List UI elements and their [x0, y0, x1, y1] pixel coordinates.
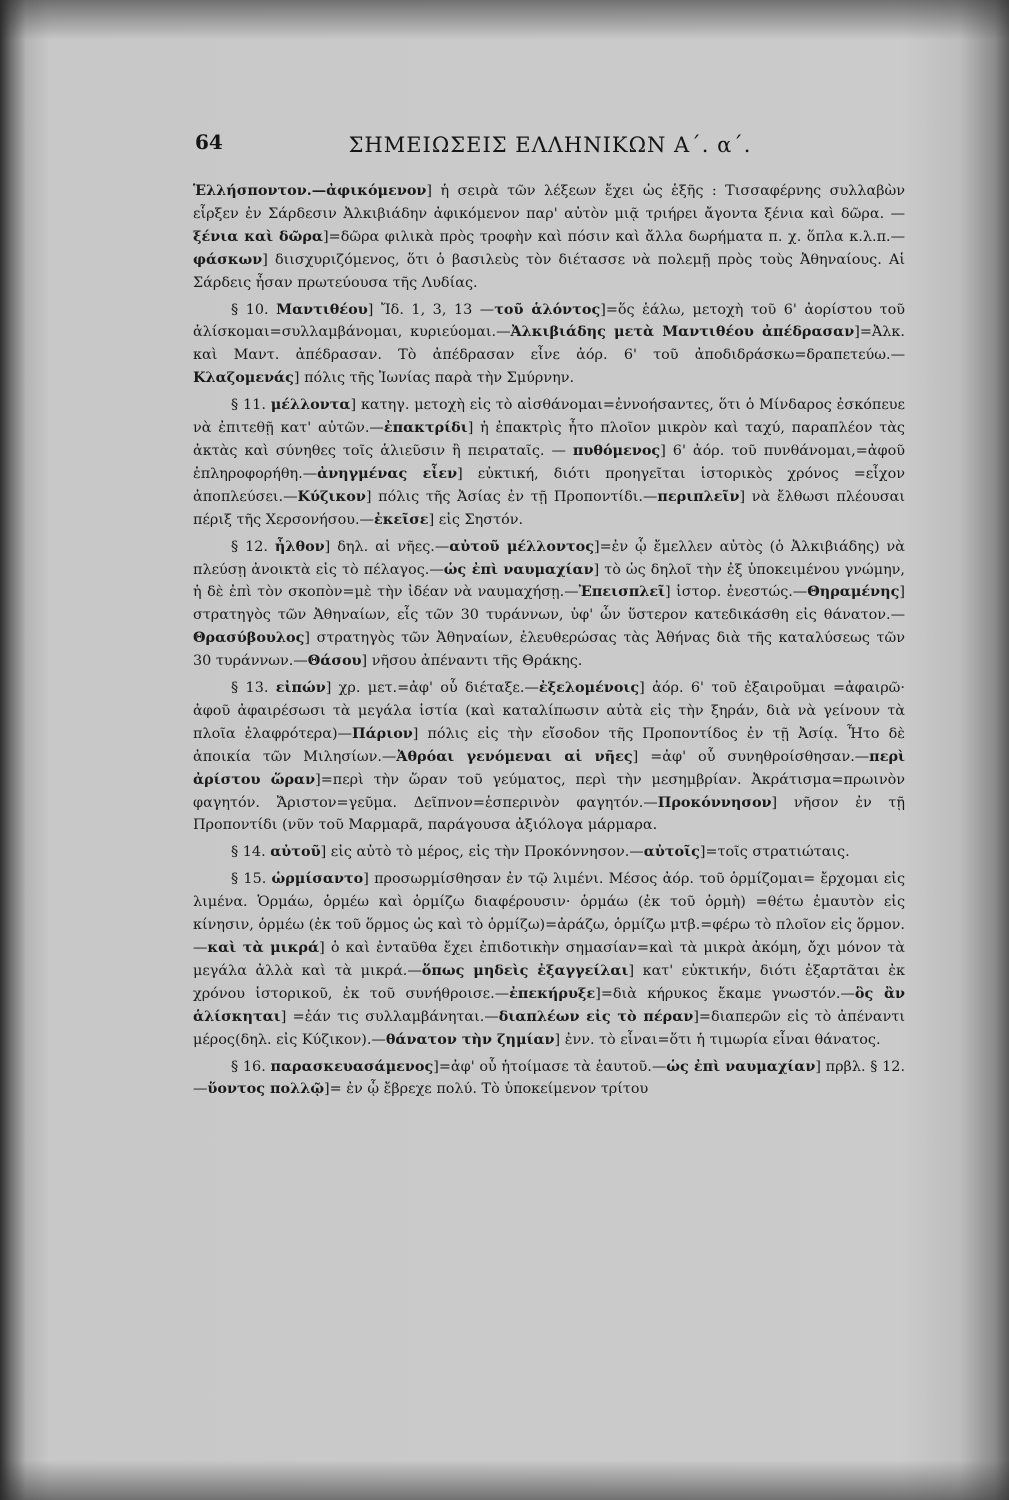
- lemma: ἦλθον: [274, 537, 325, 555]
- commentary-text: ]=ὅς ἑάλω, μετοχὴ τοῦ 6' ἀορίστου τοῦ ἁλίσκομαι=συλλαμβάνομαι, κυριεύομαι.—: [193, 301, 905, 341]
- commentary-text: ] πόλις εἰς τὴν εἴσοδον τῆς Προποντίδος ἐν τῇ Ἀσίᾳ. Ἦτο δὲ ἀποικία τῶν Μιλησίων.—: [193, 725, 905, 765]
- running-title: ΣΗΜΕΙΩΣΕΙΣ ΕΛΛΗΝΙΚΩΝ Α΄. α΄.: [348, 133, 752, 157]
- commentary-text: ] τὸ ὡς δηλοῖ τὴν ἐξ ὑποκειμένου γνώμην, ἡ δὲ ἐπὶ τὸν σκοπὸν=μὲ τὴν ἰδέαν νὰ ναυμαχήσῃ.—: [193, 561, 906, 601]
- lemma: ὡς ἐπὶ ναυμαχίαν: [443, 560, 594, 578]
- lemma: ὃς ἂν ἁλίσκηται: [193, 984, 905, 1025]
- commentary-text: ]=διὰ κήρυκος ἔκαμε γνωστόν.—: [595, 985, 855, 1002]
- lemma: ἐπεκήρυξε: [509, 984, 596, 1002]
- lemma: Ἀθρόαι γενόμεναι αἱ νῆες: [396, 747, 633, 765]
- lemma: Πάριον: [352, 724, 413, 742]
- commentary-text: ] διισχυριζόμενος, ὅτι ὁ βασιλεὺς τὸν διέτασσε νὰ πολεμῇ πρὸς τοὺς Ἀθηναίους. Αἱ Σάρδεις ἦσαν πρωτεύουσα τῆς Λυδίας.: [193, 251, 905, 291]
- commentary-text: § 13.: [231, 680, 276, 697]
- paragraph-section-13: [193, 677, 905, 837]
- lemma: Θρασύβουλος: [193, 629, 305, 647]
- paragraph: [193, 180, 905, 295]
- commentary-text: ] στρατηγὸς τῶν Ἀθηναίων, εἷς τῶν 30 τυράννων, ὑφ' ὧν ὕστερον κατεδικάσθη εἰς θάνατον.—: [193, 584, 905, 624]
- commentary-text: ] εὐκτική, διότι προηγεῖται ἱστορικὸς χρόνος =εἶχον ἀποπλεύσει.—: [193, 465, 905, 505]
- commentary-text: ]=Ἀλκ. καὶ Μαντ. ἀπέδρασαν. Τὸ ἀπέδρασαν εἶνε ἀόρ. 6' τοῦ ἀποδιδράσκω=δραπετεύω.—: [193, 324, 905, 364]
- commentary-text: ] πρβλ. § 12.—: [193, 1058, 906, 1098]
- paragraph-section-11: [193, 394, 905, 531]
- commentary-text: ] ἡ ἐπακτρὶς ἦτο πλοῖον μικρὸν καὶ ταχύ, παραπλέον τὰς ἀκτὰς καὶ σύνηθες τοῖς ἁλιεῦσιν ἢ πειραταῖς. —: [193, 420, 905, 459]
- lemma: φάσκων: [193, 250, 263, 268]
- lemma: Μαντιθέου: [276, 300, 368, 318]
- commentary-text: § 11.: [231, 397, 271, 414]
- commentary-text: ] ἱστορ. ἐνεστώς.—: [665, 584, 808, 601]
- lemma: ὕοντος πολλῷ: [207, 1080, 325, 1098]
- lemma: θάνατον τὴν ζημίαν: [385, 1030, 555, 1048]
- commentary-text: ] νῆσον ἐν τῇ Προποντίδι (νῦν τοῦ Μαρμαρᾶ, παράγουσα ἀξιόλογα μάρμαρα.: [193, 794, 905, 834]
- commentary-text: ] ἐνν. τὸ εἶναι=ὅτι ἡ τιμωρία εἶναι θάνατος.: [554, 1031, 881, 1048]
- paragraph-section-16: [193, 1056, 905, 1102]
- page-number: 64: [195, 130, 223, 154]
- paragraph-section-14: [193, 841, 905, 864]
- lemma: Ἑλλήσποντον.—ἀφικόμενον: [193, 182, 427, 199]
- commentary-text: ] νὰ ἔλθωσι πλέουσαι πέριξ τῆς Χερσονήσου.—: [193, 488, 905, 528]
- lemma: Θηραμένης: [807, 583, 900, 601]
- commentary-text: ] 6' ἀόρ. τοῦ πυνθάνομαι,=ἀφοῦ ἐπληροφορήθη.—: [193, 442, 905, 482]
- paragraph-section-10: [193, 299, 905, 391]
- lemma: περὶ ἀρίστου ὥραν: [193, 747, 905, 788]
- page-header: [195, 130, 905, 170]
- lemma: ἀνηγμένας εἶεν: [317, 464, 458, 482]
- commentary-text: ] ἡ σειρὰ τῶν λέξεων ἔχει ὡς ἑξῆς : Τισσαφέρνης συλλαβὼν εἷρξεν ἐν Σάρδεσιν Ἀλκιβιάδην ἀφικόμενον παρ' αὐτὸν μιᾷ τριήρει ἄγοντα ξένια καὶ δῶρα. —: [193, 183, 905, 222]
- commentary-text: ] εἰς Σηστόν.: [428, 511, 524, 528]
- commentary-text: ] δηλ. αἱ νῆες.—: [324, 538, 450, 555]
- commentary-text: ] ὁ καὶ ἐνταῦθα ἔχει ἐπιδοτικὴν σημασίαν=καὶ τὰ μικρὰ ἀκόμη, ὄχι μόνον τὰ μεγάλα ἀλλὰ καὶ τὰ μικρά.—: [193, 940, 905, 979]
- lemma: Προκόννησον: [657, 793, 772, 811]
- commentary-text: ] Ἴδ. 1, 3, 13 —: [367, 301, 495, 318]
- lemma: τοῦ ἁλόντος: [494, 300, 601, 318]
- commentary-text: § 15.: [231, 871, 272, 888]
- commentary-text: ] προσωρμίσθησαν ἐν τῷ λιμένι. Μέσος ἀόρ. τοῦ ὁρμίζομαι= ἔρχομαι εἰς λιμένα. Ὁρμάω, ὁρμέω καὶ ὁρμίζω διαφέρουσιν· ὁρμάω (ἐκ τοῦ ὁρμὴ) =θέτω ἐμαυτὸν εἰς κίνησιν, ὁρμέω (ἐκ τοῦ ὅρμος ὡς καὶ τὸ ὁρμίζω)=ἀράζω, ὁρμίζω μτβ.=φέρω τὸ πλοῖον εἰς ὅρμον.—: [193, 871, 905, 956]
- commentary-text: ] εἰς αὐτὸ τὸ μέρος, εἰς τὴν Προκόννησον.—: [320, 844, 644, 861]
- commentary-text: ] ἀόρ. 6' τοῦ ἐξαιροῦμαι =ἀφαιρῶ· ἀφοῦ ἀφαιρέσωσι τὰ μεγάλα ἱστία (καὶ καταλίπωσιν αὐτὰ εἰς τὴν ξηράν, διὰ νὰ γείνουν τὰ πλοῖα ἐλαφρότερα)—: [193, 680, 905, 742]
- commentary-text: § 10.: [231, 301, 277, 318]
- lemma: Κύζικον: [297, 487, 366, 505]
- lemma: ἐξελομένοις: [538, 679, 640, 697]
- commentary-text: § 14.: [231, 844, 271, 861]
- lemma: Ἀλκιβιάδης μετὰ Μαντιθέου ἀπέδρασαν: [510, 323, 855, 341]
- lemma: Ἐπεισπλεῖ: [578, 583, 666, 601]
- lemma: καὶ τὰ μικρά: [207, 939, 320, 956]
- commentary-text: ] =ἐάν τις συλλαμβάνηται.—: [280, 1008, 499, 1025]
- lemma: ξένια καὶ δῶρα: [193, 227, 324, 245]
- lemma: εἰπών: [275, 679, 326, 697]
- commentary-text: ] πόλις τῆς Ἀσίας ἐν τῇ Προποντίδι.—: [365, 488, 658, 505]
- commentary-text: ] νῆσου ἀπέναντι τῆς Θράκης.: [361, 653, 583, 670]
- commentary-text: ]=ἐν ᾧ ἔμελλεν αὐτὸς (ὁ Ἀλκιβιάδης) νὰ πλεύσῃ ἀνοικτὰ εἰς τὸ πέλαγος.—: [193, 538, 905, 578]
- commentary-text: ] πόλις τῆς Ἰωνίας παρὰ τὴν Σμύρνην.: [293, 370, 575, 387]
- lemma: Κλαζομενάς: [193, 369, 294, 387]
- lemma: αὐτοῖς: [643, 843, 700, 861]
- commentary-text: ] κατηγ. μετοχὴ εἰς τὸ αἰσθάνομαι=ἐννοήσαντες, ὅτι ὁ Μίνδαρος ἐσκόπευε νὰ ἐπιτεθῇ κατ' αὐτῶν.—: [193, 397, 905, 437]
- page-body: [193, 180, 905, 1105]
- lemma: ἐκεῖσε: [373, 510, 429, 528]
- lemma: μέλλοντα: [270, 396, 351, 414]
- lemma: περιπλεῖν: [657, 487, 740, 505]
- commentary-text: ]=δῶρα φιλικὰ πρὸς τροφὴν καὶ πόσιν καὶ ἄλλα δωρήματα π. χ. ὅπλα κ.λ.π.—: [323, 228, 905, 245]
- commentary-text: ]=περὶ τὴν ὥραν τοῦ γεύματος, περὶ τὴν μεσημβρίαν. Ἀκράτισμα=πρωινὸν φαγητόν. Ἄριστον=γεῦμα. Δεῖπνον=ἑσπερινὸν φαγητόν.—: [193, 771, 905, 811]
- commentary-text: ]=ἀφ' οὗ ἡτοίμασε τὰ ἑαυτοῦ.—: [433, 1058, 667, 1075]
- commentary-text: ] χρ. μετ.=ἀφ' οὗ διέταξε.—: [325, 680, 539, 697]
- lemma: παρασκευασάμενος: [270, 1057, 434, 1075]
- lemma: ἐπακτρίδι: [383, 419, 468, 437]
- commentary-text: § 16.: [231, 1058, 271, 1075]
- lemma: ὅπως μηδεὶς ἐξαγγείλαι: [421, 961, 629, 979]
- commentary-text: ]=διαπερῶν εἰς τὸ ἀπέναντι μέρος(δηλ. εἰς Κύζικον).—: [193, 1008, 906, 1048]
- lemma: αὐτοῦ μέλλοντος: [449, 537, 594, 555]
- lemma: πυθόμενος: [572, 441, 661, 459]
- lemma: ὡς ἐπὶ ναυμαχίαν: [666, 1057, 816, 1075]
- commentary-text: ]=τοῖς στρατιώταις.: [699, 844, 850, 861]
- commentary-text: ] =ἀφ' οὗ συνηθροίσθησαν.—: [632, 748, 870, 765]
- commentary-text: § 12.: [231, 538, 275, 555]
- lemma: Θάσου: [307, 652, 362, 670]
- lemma: αὐτοῦ: [270, 843, 321, 861]
- paragraph-section-15: [193, 868, 905, 1051]
- commentary-text: ] κατ' εὐκτικήν, διότι ἐξαρτᾶται ἐκ χρόνου ἱστορικοῦ, ἐκ τοῦ συνήθροισε.—: [193, 962, 906, 1002]
- lemma: ὡρμίσαντο: [271, 870, 364, 888]
- commentary-text: ] στρατηγὸς τῶν Ἀθηναίων, ἐλευθερώσας τὰς Ἀθήνας διὰ τῆς καταλύσεως τῶν 30 τυράννων.—: [193, 630, 905, 670]
- commentary-text: ]= ἐν ᾧ ἔβρεχε πολύ. Τὸ ὑποκείμενον τρίτου: [324, 1081, 649, 1098]
- lemma: διαπλέων εἰς τὸ πέραν: [498, 1007, 694, 1025]
- paragraph-section-12: [193, 536, 905, 673]
